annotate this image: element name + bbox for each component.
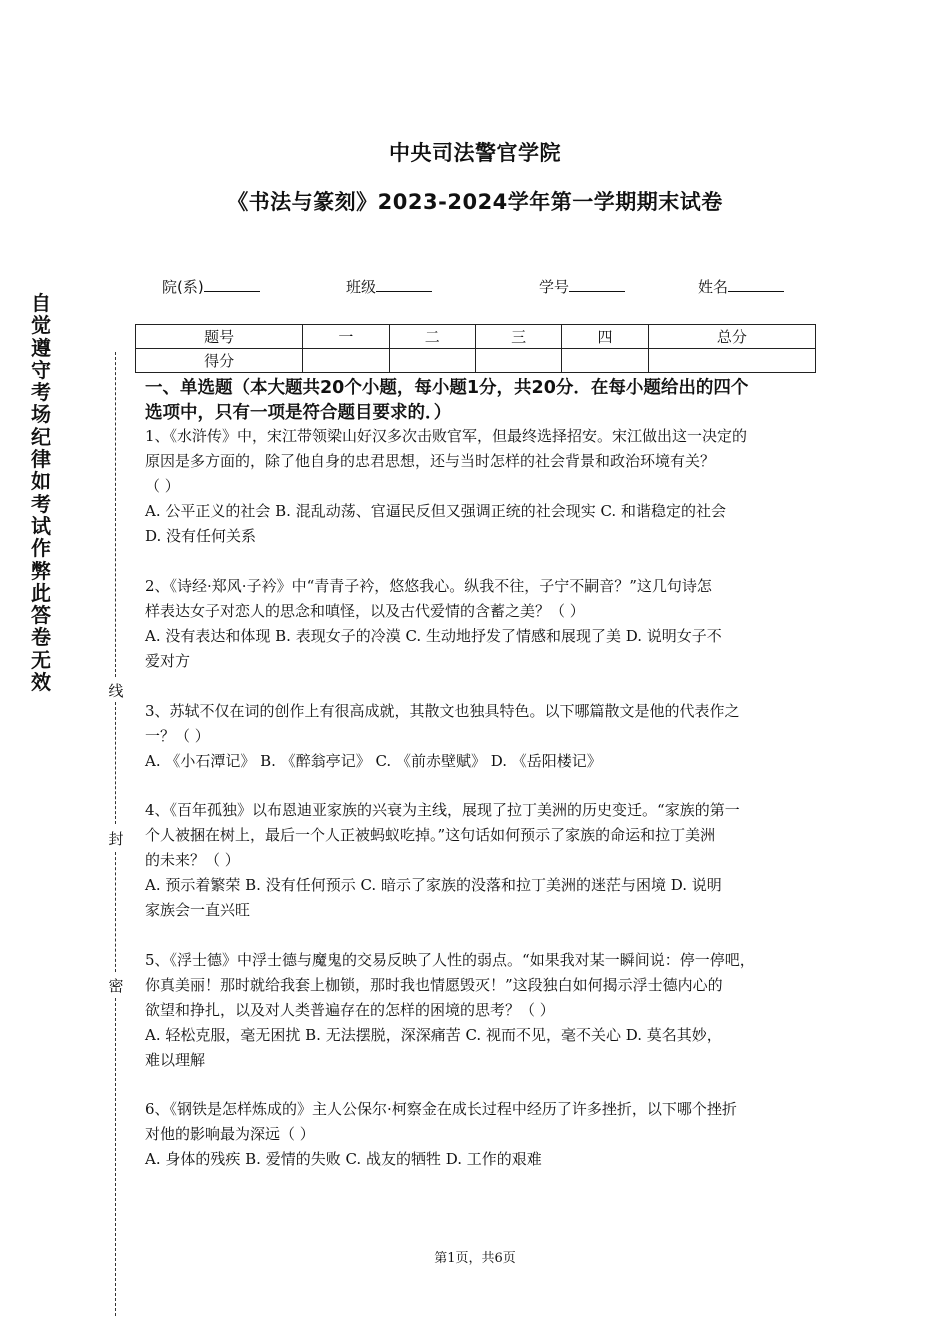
score-cell[interactable] bbox=[648, 349, 815, 373]
question-3 bbox=[145, 699, 815, 774]
info-label: 学号 bbox=[539, 278, 570, 296]
score-cell[interactable] bbox=[303, 349, 389, 373]
exam-title: 《书法与篆刻》2023-2024学年第一学期期末试卷 bbox=[227, 190, 723, 214]
notice-char: 自 bbox=[31, 291, 51, 315]
blank-line bbox=[569, 277, 625, 292]
seal-dashed-line bbox=[115, 852, 116, 972]
table-header-cell: 四 bbox=[562, 325, 648, 349]
seal-char-secret: 密 bbox=[108, 977, 124, 995]
notice-char: 效 bbox=[31, 670, 51, 695]
question-options: A. 没有表达和体现 B. 表现女子的冷漠 C. 生动地抒发了情感和展现了美 D. 说明女子不 bbox=[145, 627, 722, 645]
question-options: 难以理解 bbox=[145, 1051, 206, 1069]
notice-char: 律 bbox=[31, 447, 51, 472]
question-options: D. 没有任何关系 bbox=[145, 527, 257, 545]
notice-char: 弊 bbox=[31, 558, 51, 583]
info-field-department[interactable] bbox=[162, 276, 260, 297]
table-header-cell: 三 bbox=[475, 325, 561, 349]
question-stem: （ ） bbox=[145, 477, 180, 495]
table-header-cell: 一 bbox=[303, 325, 389, 349]
info-label: 班级 bbox=[346, 278, 377, 296]
question-stem: 1、《水浒传》中，宋江带领梁山好汉多次击败官军，但最终选择招安。宋江做出这一决定的 bbox=[145, 427, 748, 445]
question-1 bbox=[145, 424, 815, 549]
question-options: A. 身体的残疾 B. 爱情的失败 C. 战友的牺牲 D. 工作的艰难 bbox=[145, 1150, 542, 1168]
notice-char: 遵 bbox=[31, 335, 51, 360]
question-stem: 4、《百年孤独》以布恩迪亚家族的兴衰为主线，展现了拉丁美洲的历史变迁。“家族的第一 bbox=[145, 801, 740, 819]
page-number: 第1页，共6页 bbox=[434, 1251, 516, 1266]
table-header-cell: 题号 bbox=[136, 325, 303, 349]
seal-char-seal: 封 bbox=[108, 830, 124, 848]
blank-line bbox=[204, 277, 260, 292]
blank-line bbox=[728, 277, 784, 292]
seal-dashed-line bbox=[115, 998, 116, 1316]
question-options: A. 轻松克服，毫无困扰 B. 无法摆脱，深深痛苦 C. 视而不见，毫不关心 D. 莫名其妙， bbox=[145, 1026, 722, 1044]
info-field-name[interactable] bbox=[698, 276, 784, 297]
notice-char: 觉 bbox=[31, 313, 51, 338]
section-heading-line: 选项中，只有一项是符合题目要求的．） bbox=[145, 403, 452, 423]
score-cell[interactable] bbox=[475, 349, 561, 373]
question-stem: 对他的影响最为深远（ ） bbox=[145, 1125, 315, 1143]
section-heading-line: 一、单选题（本大题共20个小题，每小题1分，共20分．在每小题给出的四个 bbox=[145, 378, 749, 398]
notice-char: 考 bbox=[31, 491, 51, 516]
question-6 bbox=[145, 1097, 815, 1172]
score-cell[interactable] bbox=[389, 349, 475, 373]
question-stem: 个人被捆在树上，最后一个人正被蚂蚁吃掉。”这句话如何预示了家族的命运和拉丁美洲 bbox=[145, 826, 716, 844]
notice-char: 作 bbox=[31, 536, 51, 561]
question-options: A. 预示着繁荣 B. 没有任何预示 C. 暗示了家族的没落和拉丁美洲的迷茫与困境 D. 说明 bbox=[145, 876, 722, 894]
notice-char: 卷 bbox=[31, 625, 51, 650]
table-row bbox=[136, 325, 816, 349]
seal-dashed-line bbox=[115, 702, 116, 824]
notice-char: 此 bbox=[31, 580, 51, 605]
question-5 bbox=[145, 948, 815, 1073]
table-row-label: 得分 bbox=[136, 349, 303, 373]
question-stem: 的未来？（ ） bbox=[145, 851, 240, 869]
notice-char: 守 bbox=[31, 357, 51, 382]
info-field-student-id[interactable] bbox=[539, 276, 625, 297]
seal-dashed-line bbox=[115, 352, 116, 677]
notice-char: 如 bbox=[31, 469, 51, 494]
notice-char: 试 bbox=[31, 513, 51, 538]
question-stem: 6、《钢铁是怎样炼成的》主人公保尔·柯察金在成长过程中经历了许多挫折，以下哪个挫折 bbox=[145, 1100, 737, 1118]
question-stem: 原因是多方面的，除了他自身的忠君思想，还与当时怎样的社会背景和政治环境有关？ bbox=[145, 452, 716, 470]
question-4 bbox=[145, 798, 815, 923]
question-stem: 你真美丽！那时就给我套上枷锁，那时我也情愿毁灭！”这段独白如何揭示浮士德内心的 bbox=[145, 976, 723, 994]
notice-char: 纪 bbox=[31, 424, 51, 449]
question-options: A. 公平正义的社会 B. 混乱动荡、官逼民反但又强调正统的社会现实 C. 和谐稳定的社会 bbox=[145, 502, 726, 520]
question-options: A. 《小石潭记》 B. 《醉翁亭记》 C. 《前赤壁赋》 D. 《岳阳楼记》 bbox=[145, 752, 602, 770]
info-label: 姓名 bbox=[698, 278, 729, 296]
question-options: 家族会一直兴旺 bbox=[145, 901, 251, 919]
question-stem: 样表达女子对恋人的思念和嗔怪，以及古代爱情的含蓄之美？（ ） bbox=[145, 602, 585, 620]
section-heading bbox=[145, 376, 815, 426]
notice-char: 答 bbox=[31, 603, 51, 628]
notice-char: 考 bbox=[31, 380, 51, 405]
table-row bbox=[136, 349, 816, 373]
score-cell[interactable] bbox=[562, 349, 648, 373]
question-stem: 2、《诗经·郑风·子衿》中“青青子衿，悠悠我心。纵我不往，子宁不嗣音？”这几句诗怎 bbox=[145, 577, 712, 595]
table-header-cell: 二 bbox=[389, 325, 475, 349]
table-header-cell: 总分 bbox=[648, 325, 815, 349]
notice-char: 场 bbox=[31, 402, 51, 427]
question-stem: 欲望和挣扎，以及对人类普遍存在的怎样的困境的思考？（ ） bbox=[145, 1001, 555, 1019]
question-stem: 5、《浮士德》中浮士德与魔鬼的交易反映了人性的弱点。“如果我对某一瞬间说：停一停吧， bbox=[145, 951, 755, 969]
seal-char-line: 线 bbox=[108, 682, 124, 700]
exam-discipline-notice bbox=[26, 292, 56, 693]
question-stem: 一？（ ） bbox=[145, 727, 210, 745]
question-stem: 3、苏轼不仅在词的创作上有很高成就，其散文也独具特色。以下哪篇散文是他的代表作之 bbox=[145, 702, 740, 720]
school-name: 中央司法警官学院 bbox=[389, 141, 561, 165]
info-label: 院(系) bbox=[162, 278, 204, 296]
question-options: 爱对方 bbox=[145, 652, 191, 670]
info-field-class[interactable] bbox=[346, 276, 432, 297]
question-2 bbox=[145, 574, 815, 674]
blank-line bbox=[376, 277, 432, 292]
notice-char: 无 bbox=[31, 647, 51, 672]
score-table bbox=[135, 324, 816, 373]
